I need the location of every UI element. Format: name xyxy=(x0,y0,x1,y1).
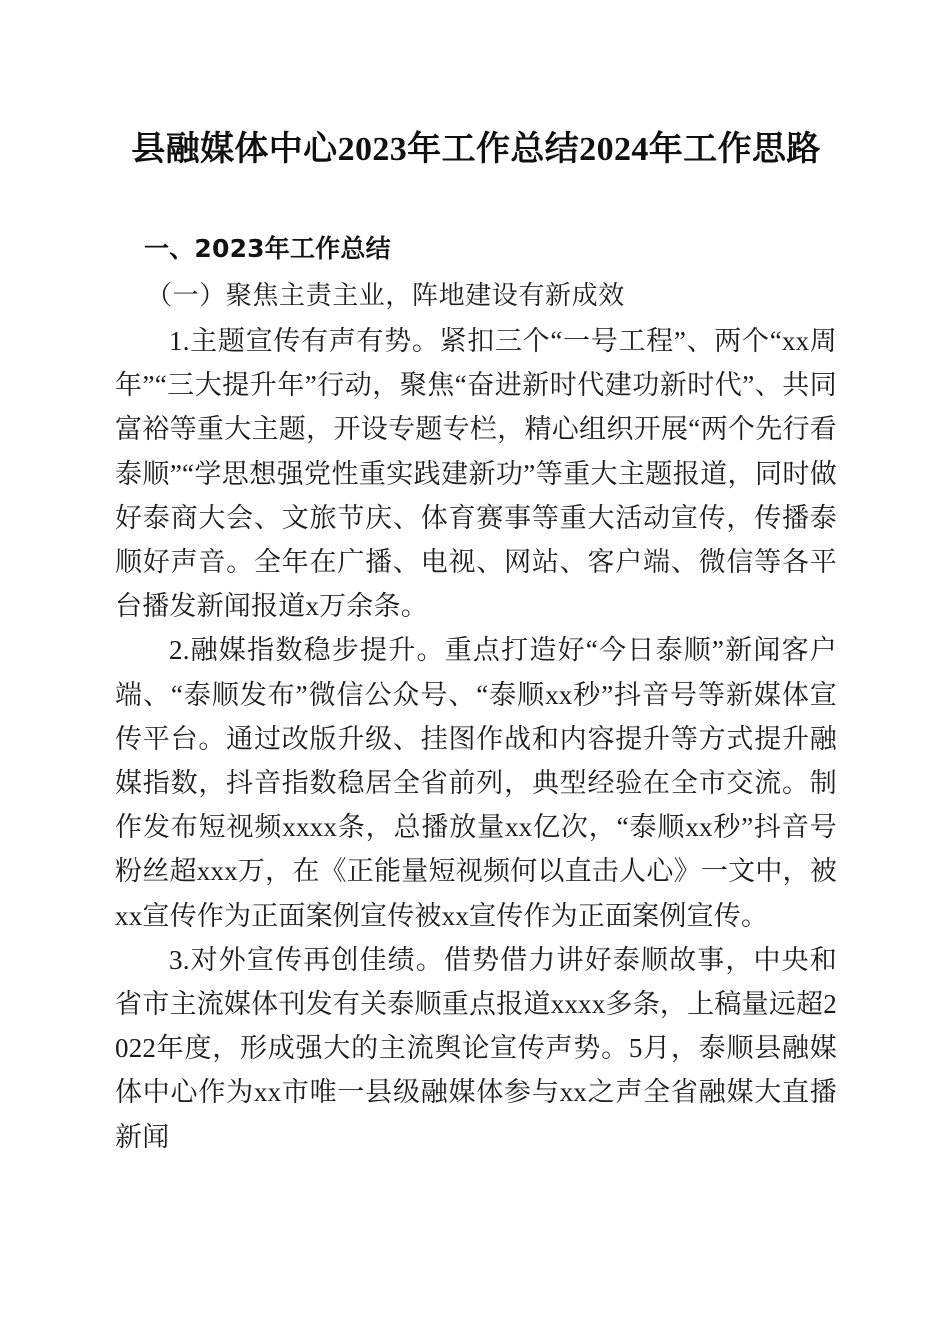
body-paragraph-3: 3.对外宣传再创佳绩。借势借力讲好泰顺故事，中央和省市主流媒体刊发有关泰顺重点报道xxxx多条，上稿量远超2022年度，形成强大的主流舆论宣传声势。5月，泰顺县融媒体中心作为xx市唯一县级融媒体参与xx之声全省融媒大直播新闻 xyxy=(115,944,837,1152)
document-title: 县融媒体中心2023年工作总结2024年工作思路 xyxy=(131,131,821,168)
document-body xyxy=(115,0,837,1159)
section-heading-level-2: （一）聚焦主责主业，阵地建设有新成效 xyxy=(146,281,625,310)
section-heading-level-1: 一、2023年工作总结 xyxy=(144,234,391,263)
body-paragraph-1: 1.主题宣传有声有势。紧扣三个“一号工程”、两个“xx周年”“三大提升年”行动，聚焦“奋进新时代建功新时代”、共同富裕等重大主题，开设专题专栏，精心组织开展“两个先行看泰顺”“学思想强党性重实践建新功”等重大主题报道，同时做好泰商大会、文旅节庆、体育赛事等重大活动宣传，传播泰顺好声音。全年在广播、电视、网站、客户端、微信等各平台播发新闻报道x万余条。 xyxy=(115,326,837,622)
body-paragraph-2: 2.融媒指数稳步提升。重点打造好“今日泰顺”新闻客户端、“泰顺发布”微信公众号、“泰顺xx秒”抖音号等新媒体宣传平台。通过改版升级、挂图作战和内容提升等方式提升融媒指数，抖音指数稳居全省前列，典型经验在全市交流。制作发布短视频xxxx条，总播放量xx亿次，“泰顺xx秒”抖音号粉丝超xxx万，在《正能量短视频何以直击人心》一文中，被xx宣传作为正面案例宣传被xx宣传作为正面案例宣传。 xyxy=(115,635,838,931)
